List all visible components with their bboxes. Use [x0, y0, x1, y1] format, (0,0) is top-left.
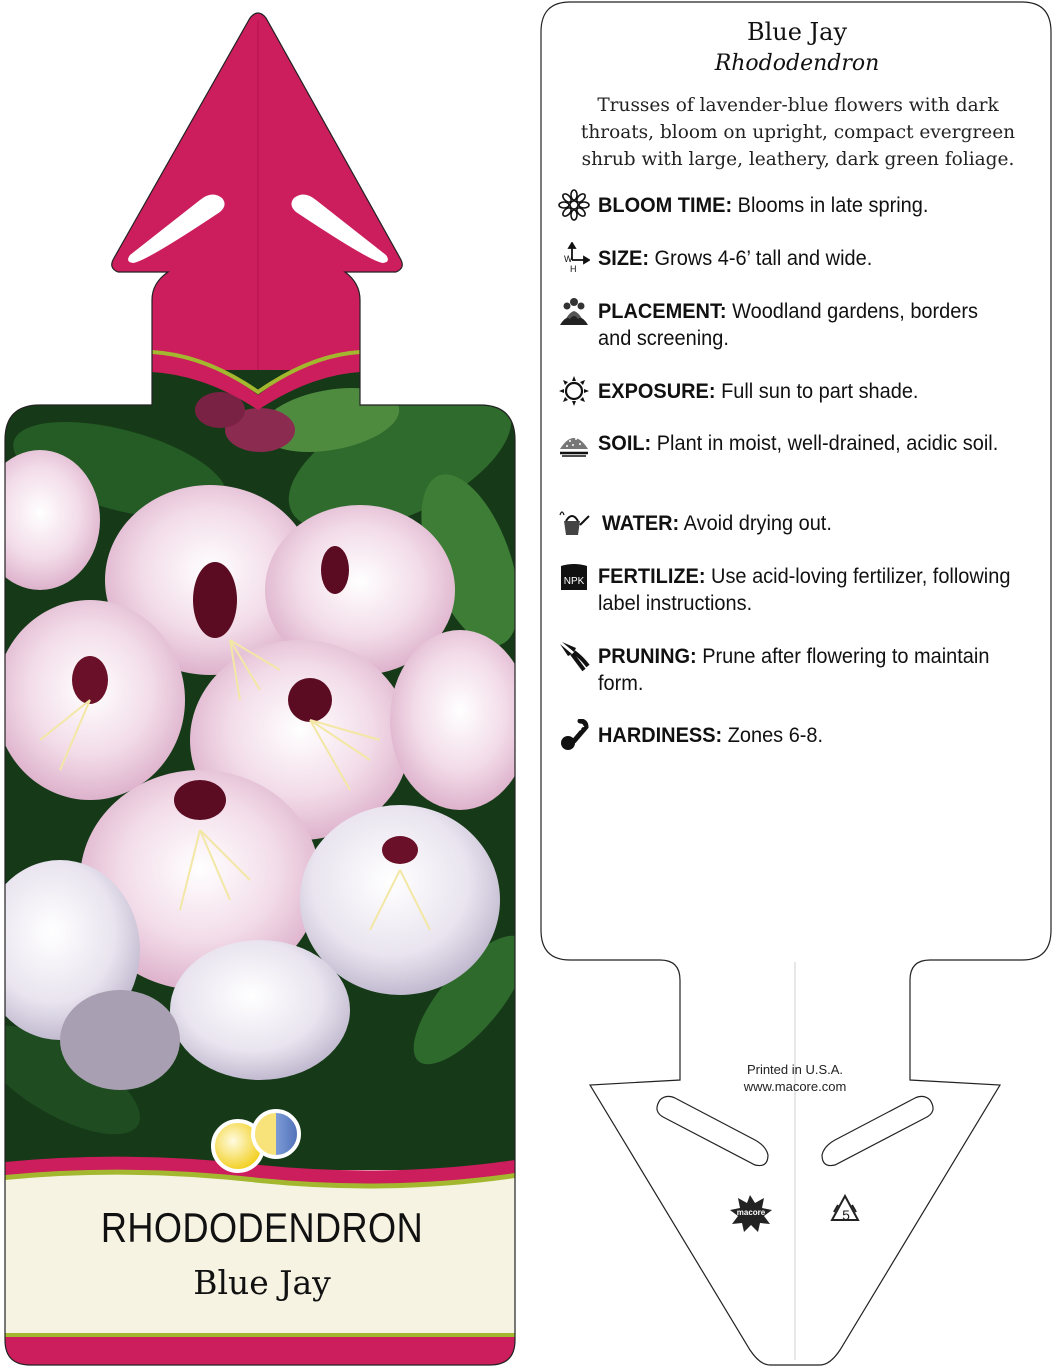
- macore-logo-text: macore: [736, 1208, 766, 1217]
- exposure-label: EXPOSURE:: [598, 380, 716, 403]
- back-scientific-name: Rhododendron: [714, 51, 880, 76]
- size-value: Grows 4-6’ tall and wide.: [654, 247, 873, 270]
- recycle-number: 5: [842, 1207, 850, 1223]
- pruning-value: Prune after flowering to maintain form.: [598, 645, 990, 695]
- npk-text: NPK: [563, 576, 585, 587]
- hardiness-label: HARDINESS:: [598, 724, 723, 747]
- info-row-hardiness: [558, 722, 1038, 751]
- soil-icon: [558, 427, 590, 459]
- fertilizer-bag-icon: [558, 560, 590, 592]
- info-row-size: [558, 245, 1038, 274]
- part-shade-dot: [253, 1111, 299, 1157]
- hardiness-value: Zones 6-8.: [727, 724, 824, 747]
- placement-value: Woodland gardens, borders and screening.: [598, 300, 978, 350]
- water-value: Avoid drying out.: [683, 512, 832, 535]
- size-width-letter: W: [564, 254, 573, 264]
- water-label: WATER:: [602, 512, 680, 535]
- soil-value: Plant in moist, well-drained, acidic soil.: [656, 432, 999, 455]
- info-row-placement: [558, 298, 1038, 352]
- fertilize-label: FERTILIZE:: [598, 565, 706, 588]
- size-label: SIZE:: [598, 247, 649, 270]
- printed-in-usa: Printed in U.S.A.: [746, 1062, 844, 1077]
- info-row-soil: [558, 430, 1038, 459]
- info-row-bloom-time: [558, 192, 1038, 221]
- watering-can-icon: [558, 507, 590, 539]
- bloom-time-value: Blooms in late spring.: [737, 194, 929, 217]
- info-row-water: [558, 510, 1038, 539]
- fertilize-value: Use acid-loving fertilizer, following label instructions.: [598, 565, 1011, 615]
- rhododendron-photo: [0, 359, 544, 1180]
- bloom-time-label: BLOOM TIME:: [598, 194, 733, 217]
- front-cultivar-name: Blue Jay: [193, 1263, 331, 1302]
- size-height-letter: H: [570, 264, 577, 274]
- flower-icon: [558, 189, 590, 221]
- placement-label: PLACEMENT:: [598, 300, 727, 323]
- pruning-label: PRUNING:: [598, 645, 697, 668]
- back-plant-name: Blue Jay: [746, 18, 848, 46]
- pruners-icon: [558, 640, 590, 672]
- back-description: Trusses of lavender-blue flowers with dark throats, bloom on upright, compact evergreen shrub with large, leathery, dark green foliage.: [580, 95, 1016, 170]
- info-row-exposure: [558, 378, 1038, 407]
- exposure-value: Full sun to part shade.: [721, 380, 919, 403]
- size-arrows-icon: [558, 242, 590, 274]
- front-common-name: RHODODENDRON: [100, 1204, 424, 1251]
- tag-arrow-top: [112, 13, 403, 405]
- plants-icon: [558, 295, 590, 327]
- website-url: www.macore.com: [743, 1079, 847, 1094]
- thermometer-icon: [558, 719, 590, 751]
- soil-label: SOIL:: [598, 432, 652, 455]
- info-row-pruning: [558, 643, 1038, 697]
- sun-icon: [558, 375, 590, 407]
- info-row-fertilize: [558, 563, 1038, 617]
